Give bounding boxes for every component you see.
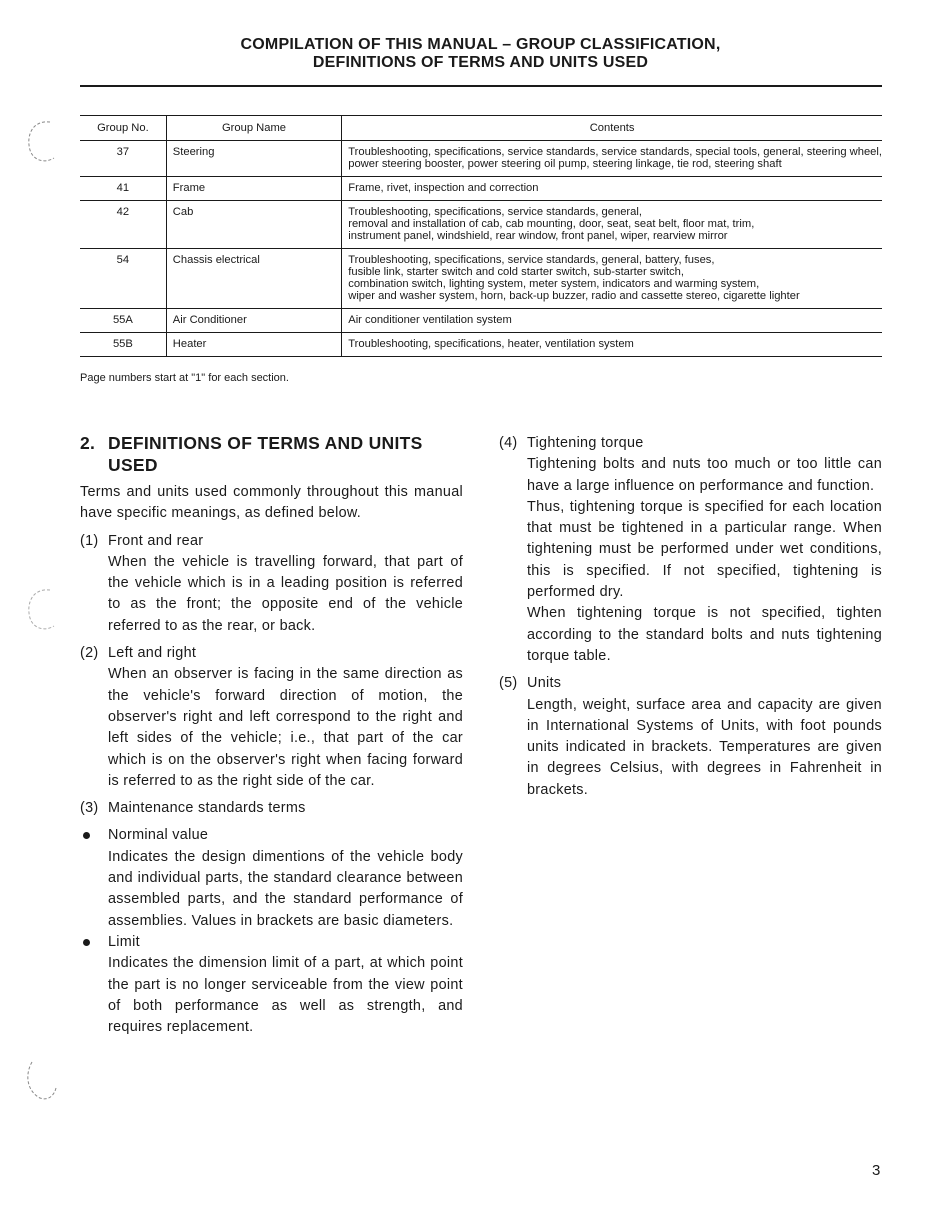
header-line-1: COMPILATION OF THIS MANUAL – GROUP CLASSIFICATION, — [240, 36, 721, 53]
page-number: 3 — [872, 1162, 881, 1179]
left-column — [80, 432, 463, 1038]
item-heading — [499, 673, 882, 694]
page-header — [80, 36, 881, 72]
group-contents — [342, 141, 882, 177]
column-header: Contents — [342, 116, 882, 141]
item-heading — [499, 433, 882, 454]
bullet-body: Indicates the dimension limit of a part, at which point the part is no longer serviceable from the view point of both performance as well as strength, and requires replacement. — [108, 955, 463, 1036]
group-name: Frame — [166, 177, 341, 201]
contents-line: Troubleshooting, specifications, service standards, general, battery, fuses, — [348, 254, 715, 266]
bullet-title: Norminal value — [108, 827, 209, 844]
section-title: DEFINITIONS OF TERMS AND UNITS USED — [108, 433, 423, 475]
group-contents — [342, 249, 882, 309]
group-contents — [342, 309, 882, 333]
contents-line: power steering booster, power steering oil pump, steering linkage, tie rod, steering shaft — [348, 158, 782, 170]
group-name: Heater — [166, 333, 341, 357]
bullet-title: Limit — [108, 933, 140, 950]
item-heading — [80, 798, 463, 819]
group-name: Air Conditioner — [166, 309, 341, 333]
contents-line: instrument panel, windshield, rear window, front panel, wiper, rearview mirror — [348, 230, 728, 242]
group-number: 55A — [80, 309, 166, 333]
item-body: Length, weight, surface area and capacity are given in International Systems of Units, with foot pounds units indicated in brackets. Temperatures are given in degrees Celsius, with degrees in Fahrenheit in brackets. — [527, 696, 882, 798]
group-contents — [342, 201, 882, 249]
bullet-body: Indicates the design dimentions of the vehicle body and individual parts, the standard clearance between assembled parts, and the standard performance of assemblies. Values in brackets are basic diameters. — [108, 848, 463, 929]
item-number: (5) — [499, 675, 518, 692]
item-number: (2) — [80, 645, 99, 662]
header-line-2: DEFINITIONS OF TERMS AND UNITS USED — [312, 54, 649, 71]
section-heading — [80, 432, 463, 476]
group-number: 37 — [80, 141, 166, 177]
table-row — [80, 249, 882, 309]
page-number-note: Page numbers start at "1" for each section. — [80, 372, 289, 384]
bullet-icon — [83, 832, 90, 839]
contents-line: Troubleshooting, specifications, service standards, general, — [348, 206, 642, 218]
group-name: Steering — [166, 141, 341, 177]
bullet-heading — [80, 932, 463, 953]
item-body: When the vehicle is travelling forward, that part of the vehicle which is in a leading position is referred to as the front; the opposite end of the vehicle referred to as the rear, or back. — [108, 553, 463, 634]
right-column — [499, 433, 882, 801]
column-header: Group No. — [80, 116, 166, 141]
table-row — [80, 141, 882, 177]
bullet-icon — [83, 939, 90, 946]
item-number: (4) — [499, 435, 518, 451]
section-number: 2. — [80, 433, 96, 453]
contents-line: Air conditioner ventilation system — [348, 314, 512, 326]
item-title: Left and right — [108, 645, 197, 662]
item-body: Tightening bolts and nuts too much or too little can have a large influence on performance and function. — [527, 456, 882, 494]
group-number: 55B — [80, 333, 166, 357]
item-heading — [80, 643, 463, 664]
group-classification-table — [80, 115, 882, 357]
header-rule — [80, 85, 882, 87]
item-title: Front and rear — [108, 532, 204, 549]
group-name: Chassis electrical — [166, 249, 341, 309]
item-title: Units — [527, 675, 562, 692]
item-body: When an observer is facing in the same direction as the vehicle's forward direction of motion, the observer's right and left correspond to the right and left sides of the vehicle; i.e., that part of the car which is on the observer's right when facing forward is referred to as the right side of the car. — [108, 666, 463, 789]
item-title: Maintenance standards terms — [108, 800, 306, 817]
table-row — [80, 333, 882, 357]
contents-line: Frame, rivet, inspection and correction — [348, 182, 539, 194]
item-body: Thus, tightening torque is specified for each location that must be tightened in a particular range. When tightening must be performed under wet conditions, this is specified. If not specified, tightening is performed dry. — [527, 498, 882, 601]
contents-line: fusible link, starter switch and cold starter switch, sub-starter switch, — [348, 266, 684, 278]
contents-line: removal and installation of cab, cab mounting, door, seat, seat belt, floor mat, trim, — [348, 218, 755, 230]
group-number: 42 — [80, 201, 166, 249]
bullet-heading — [80, 825, 463, 846]
group-number: 41 — [80, 177, 166, 201]
group-name: Cab — [166, 201, 341, 249]
item-heading — [80, 531, 463, 552]
contents-line: Troubleshooting, specifications, service standards, service standards, special tools, general, steering wheel, — [348, 146, 882, 158]
item-number: (3) — [80, 800, 99, 817]
item-number: (1) — [80, 532, 99, 549]
group-contents — [342, 177, 882, 201]
contents-line: combination switch, lighting system, meter system, indicators and warming system, — [348, 278, 760, 290]
table-header-row — [80, 116, 882, 141]
section-intro: Terms and units used commonly throughout this manual have specific meanings, as defined below. — [80, 484, 463, 522]
punch-hole-mark — [20, 586, 64, 636]
punch-hole-mark — [20, 1056, 64, 1106]
table-row — [80, 309, 882, 333]
table-row — [80, 201, 882, 249]
contents-line: Troubleshooting, specifications, heater, ventilation system — [348, 338, 634, 350]
group-number: 54 — [80, 249, 166, 309]
table-row — [80, 177, 882, 201]
contents-line: wiper and washer system, horn, back-up buzzer, radio and cassette stereo, cigarette lighter — [348, 290, 800, 302]
punch-hole-mark — [20, 118, 64, 168]
item-title: Tightening torque — [527, 435, 644, 451]
column-header: Group Name — [166, 116, 341, 141]
group-contents — [342, 333, 882, 357]
item-body: When tightening torque is not specified, tighten according to the standard bolts and nuts tightening torque table. — [527, 605, 882, 664]
